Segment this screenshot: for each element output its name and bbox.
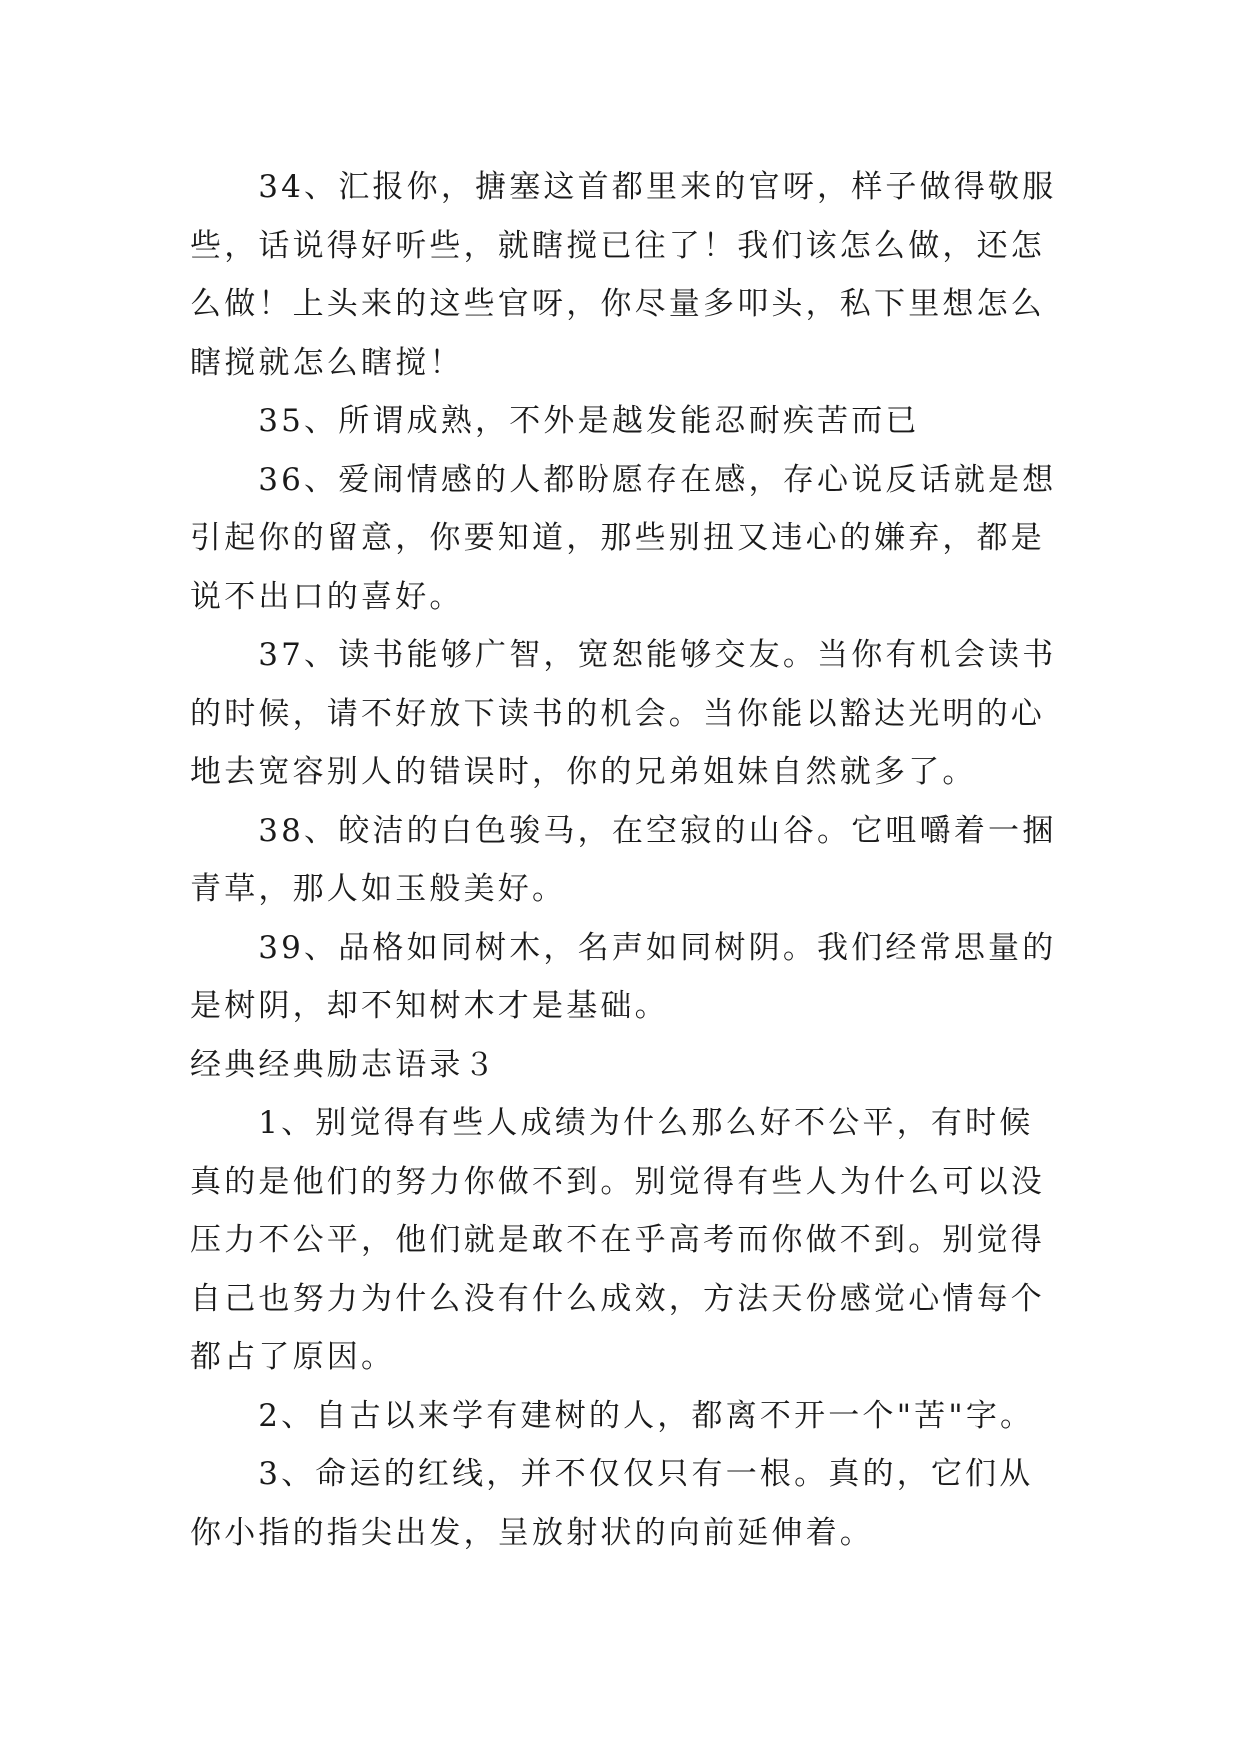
- quote-paragraph-38: 38、皎洁的白色骏马，在空寂的山谷。它咀嚼着一捆青草，那人如玉般美好。: [190, 812, 1057, 907]
- quote-paragraph-34: 34、汇报你，搪塞这首都里来的官呀，样子做得敬服些，话说得好听些，就瞎搅已往了！我们该怎么做，还怎么做！上头来的这些官呀，你尽量多叩头，私下里想怎么瞎搅就怎么瞎搅！: [190, 169, 1057, 381]
- quote-paragraph-35: 35、所谓成熟，不外是越发能忍耐疾苦而已: [258, 403, 920, 439]
- quote-paragraph-2: 2、自古以来学有建树的人，都离不开一个"苦"字。: [258, 1397, 1035, 1434]
- document-body: [190, 158, 1060, 1562]
- quote-paragraph-36: 36、爱闹情感的人都盼愿存在感，存心说反话就是想引起你的留意，你要知道，那些别扭又违心的嫌弃，都是说不出口的喜好。: [190, 461, 1057, 615]
- quote-paragraph-1: 1、别觉得有些人成绩为什么那么好不公平，有时候真的是他们的努力你做不到。别觉得有些人为什么可以没压力不公平，他们就是敢不在乎高考而你做不到。别觉得自己也努力为什么没有什么成效，方法天份感觉心情每个都占了原因。: [190, 1105, 1045, 1375]
- quote-paragraph-37: 37、读书能够广智，宽恕能够交友。当你有机会读书的时候，请不好放下读书的机会。当你能以豁达光明的心地去宽容别人的错误时，你的兄弟姐妹自然就多了。: [190, 637, 1057, 790]
- quote-paragraph-39: 39、品格如同树木，名声如同树阴。我们经常思量的是树阴，却不知树木才是基础。: [190, 929, 1057, 1024]
- quote-paragraph-3: 3、命运的红线，并不仅仅只有一根。真的，它们从你小指的指尖出发，呈放射状的向前延伸着。: [190, 1456, 1034, 1551]
- section-heading: 经典经典励志语录３: [190, 1046, 498, 1083]
